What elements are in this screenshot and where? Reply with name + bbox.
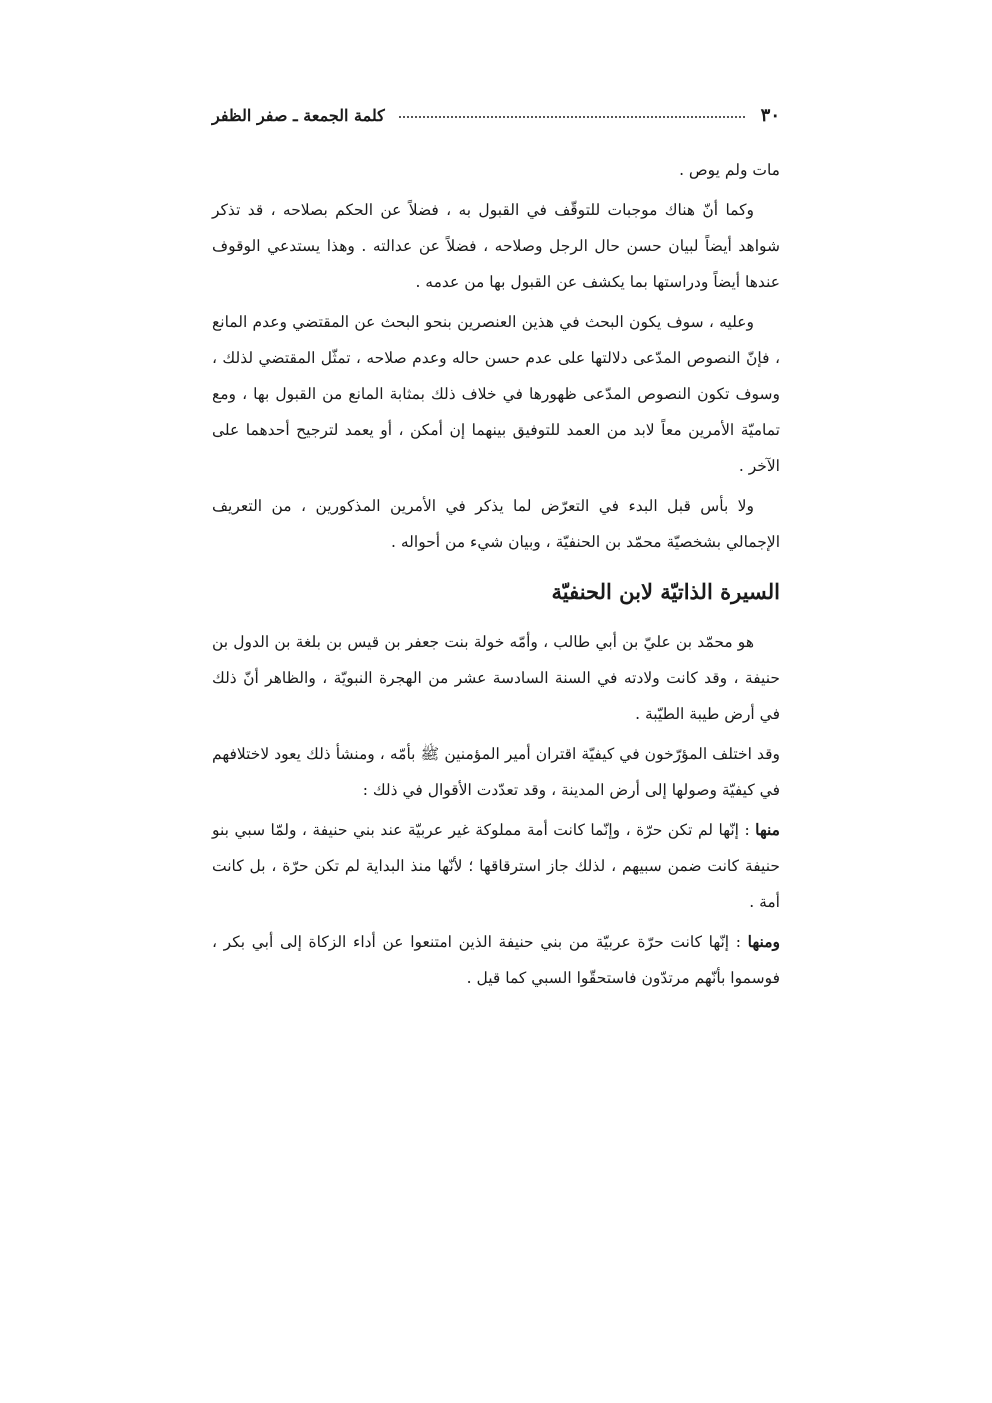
paragraph: ولا بأس قبل البدء في التعرّض لما يذكر في الأمرين المذكورين ، من التعريف الإجمالي بشخصيّة محمّد بن الحنفيّة ، وبيان شيء من أحواله . (212, 497, 780, 551)
book-page (212, 96, 780, 1000)
opinion-paragraph (212, 812, 780, 920)
running-header (212, 96, 780, 134)
opinion-text: : إنّها لم تكن حرّة ، وإنّما كانت أمة مملوكة غير عربيّة عند بني حنيفة ، ولمّا سبي بنو حنيفة كانت ضمن سبيهم ، لذلك جاز استرقاقها ؛ لأنّها منذ البداية لم تكن حرّة ، بل كانت أمة . (212, 821, 780, 911)
paragraph: وقد اختلف المؤرّخون في كيفيّة اقتران أمير المؤمنين ﷺ بأمّه ، ومنشأ ذلك يعود لاختلافهم في كيفيّة وصولها إلى أرض المدينة ، وقد تعدّدت الأقوال في ذلك : (212, 745, 780, 799)
opinion-lead: منها (755, 820, 780, 839)
paragraph: وكما أنّ هناك موجبات للتوقّف في القبول به ، فضلاً عن الحكم بصلاحه ، قد تذكر شواهد أيضاً لبيان حسن حال الرجل وصلاحه ، فضلاً عن عدالته . وهذا يستدعي الوقوف عندها أيضاً ودراستها بما يكشف عن القبول بها من عدمه . (212, 201, 780, 291)
series-title: كلمة الجمعة ـ صفر الظفر (212, 105, 385, 125)
section-heading: السيرة الذاتيّة لابن الحنفيّة (551, 579, 780, 604)
header-dotted-leader (399, 116, 745, 118)
paragraph: مات ولم يوص . (679, 161, 780, 179)
page-number: ٣٠ (760, 104, 780, 126)
opinion-paragraph (212, 924, 780, 996)
opinion-text: : إنّها كانت حرّة عربيّة من بني حنيفة الذين امتنعوا عن أداء الزكاة إلى أبي بكر ، فوسموا بأنّهم مرتدّون فاستحقّوا السبي كما قيل . (212, 933, 780, 987)
paragraph: هو محمّد بن عليّ بن أبي طالب ، وأمّه خولة بنت جعفر بن قيس بن بلغة بن الدول بن حنيفة ، وقد كانت ولادته في السنة السادسة عشر من الهجرة النبويّة ، والظاهر أنّ ذلك في أرض طيبة الطيّبة . (212, 633, 780, 723)
page-body (212, 152, 780, 996)
paragraph: وعليه ، سوف يكون البحث في هذين العنصرين بنحو البحث عن المقتضي وعدم المانع ، فإنّ النصوص المدّعى دلالتها على عدم حسن حاله وعدم صلاحه ، تمثّل المقتضي لذلك ، وسوف تكون النصوص المدّعى ظهورها في خلاف ذلك بمثابة المانع من القبول بها ، ومع تماميّة الأمرين معاً لابد من العمد للتوفيق بينهما إن أمكن ، أو يعمد لترجيح أحدهما على الآخر . (212, 313, 780, 475)
opinion-lead: ومنها (747, 932, 780, 951)
